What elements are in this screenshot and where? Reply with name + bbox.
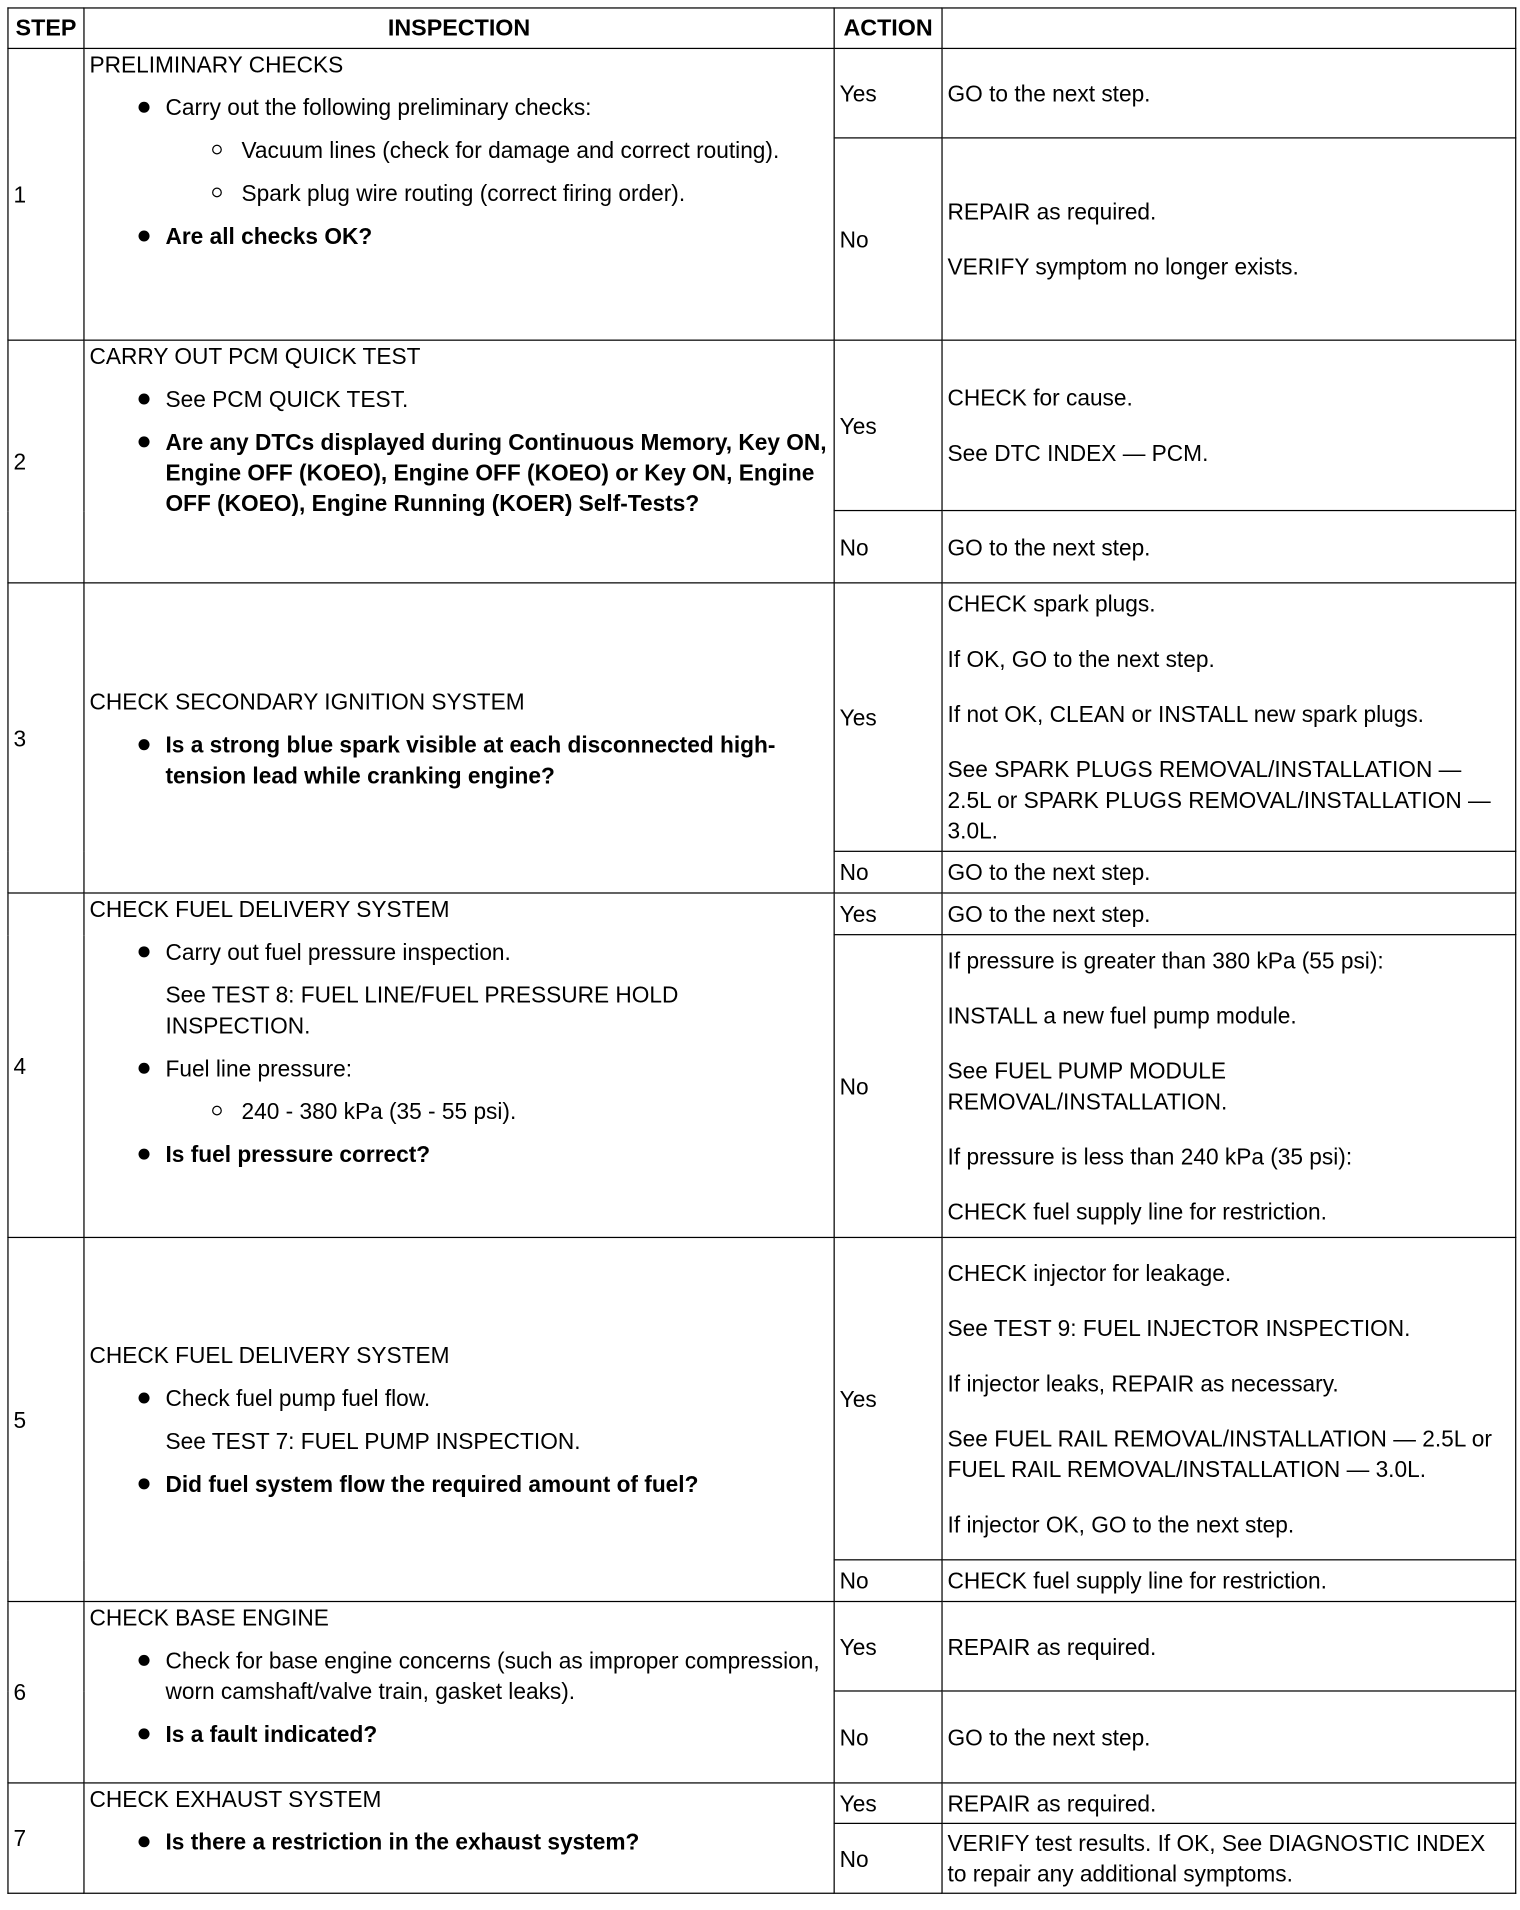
answer-no: No <box>834 511 942 583</box>
step-6-yes-row <box>8 1602 1516 1691</box>
question-item: Are any DTCs displayed during Continuous Memory, Key ON, Engine OFF (KOEO), Engine OFF (KOEO) or Key ON, Engine OFF (KOEO), Engine Running (KOER) Self-Tests? <box>89 427 828 519</box>
answer-yes: Yes <box>834 48 942 137</box>
bullet-list <box>89 384 828 519</box>
header-result <box>942 8 1516 48</box>
diagnostic-table <box>7 7 1516 1894</box>
step-number: 3 <box>8 583 84 893</box>
bullet-list <box>89 729 828 790</box>
action-cell <box>942 851 1516 893</box>
question-item: Is fuel pressure correct? <box>89 1139 828 1170</box>
action-text: CHECK for cause. <box>947 384 1133 411</box>
action-text: CHECK fuel supply line for restriction. <box>947 1198 1327 1225</box>
question-item: Is there a restriction in the exhaust system? <box>89 1826 828 1857</box>
bullet-list <box>89 1645 828 1749</box>
action-text: CHECK spark plugs. <box>947 590 1156 617</box>
action-cell <box>942 1237 1516 1559</box>
step-number: 6 <box>8 1602 84 1783</box>
action-text: CHECK injector for leakage. <box>947 1260 1232 1286</box>
action-text: GO to the next step. <box>947 1724 1151 1750</box>
step-title: CARRY OUT PCM QUICK TEST <box>89 343 421 369</box>
bullet-item <box>89 92 828 208</box>
bullet-item <box>89 937 828 1041</box>
action-cell <box>942 1823 1516 1893</box>
header-step: STEP <box>8 8 84 48</box>
answer-no: No <box>834 1823 942 1893</box>
action-cell <box>942 1783 1516 1823</box>
step-5-yes-row <box>8 1237 1516 1559</box>
bullet-text: Check fuel pump fuel flow. <box>165 1385 431 1411</box>
bullet-item: See PCM QUICK TEST. <box>89 384 828 415</box>
step-3-yes-row <box>8 583 1516 851</box>
answer-yes: Yes <box>834 893 942 935</box>
action-text: If pressure is less than 240 kPa (35 psi): <box>947 1143 1353 1170</box>
step-7-yes-row <box>8 1783 1516 1823</box>
header-action: ACTION <box>834 8 942 48</box>
action-cell <box>942 511 1516 583</box>
action-text: GO to the next step. <box>947 859 1151 886</box>
answer-no: No <box>834 851 942 893</box>
question-item: Are all checks OK? <box>89 221 828 252</box>
action-text: REPAIR as required. <box>947 1633 1157 1660</box>
action-text: See SPARK PLUGS REMOVAL/INSTALLATION — 2.5L or SPARK PLUGS REMOVAL/INSTALLATION — 3.0L. <box>947 756 1491 844</box>
answer-no: No <box>834 1691 942 1783</box>
step-title: CHECK SECONDARY IGNITION SYSTEM <box>89 688 525 715</box>
inspection-cell <box>84 1602 834 1783</box>
action-text: VERIFY symptom no longer exists. <box>947 253 1299 280</box>
action-cell <box>942 935 1516 1238</box>
answer-no: No <box>834 935 942 1238</box>
action-text: GO to the next step. <box>947 80 1151 107</box>
action-text: See FUEL PUMP MODULE REMOVAL/INSTALLATION. <box>947 1057 1228 1115</box>
action-cell <box>942 340 1516 510</box>
question-item: Is a fault indicated? <box>89 1719 828 1750</box>
step-title: CHECK FUEL DELIVERY SYSTEM <box>89 896 450 922</box>
step-title: CHECK FUEL DELIVERY SYSTEM <box>89 1342 450 1368</box>
answer-yes: Yes <box>834 340 942 510</box>
action-cell <box>942 1560 1516 1602</box>
action-text: If OK, GO to the next step. <box>947 645 1215 672</box>
action-text: If injector OK, GO to the next step. <box>947 1511 1295 1538</box>
sub-bullet-list <box>165 135 828 209</box>
inspection-cell <box>84 893 834 1237</box>
answer-yes: Yes <box>834 1237 942 1559</box>
action-text: See FUEL RAIL REMOVAL/INSTALLATION — 2.5L or FUEL RAIL REMOVAL/INSTALLATION — 3.0L. <box>947 1425 1492 1482</box>
step-1-yes-row <box>8 48 1516 137</box>
step-title: PRELIMINARY CHECKS <box>89 51 344 78</box>
step-number: 5 <box>8 1237 84 1601</box>
inspection-cell <box>84 1783 834 1893</box>
bullet-text: Fuel line pressure: <box>165 1055 353 1082</box>
sub-bullet-item: Spark plug wire routing (correct firing order). <box>165 178 828 209</box>
action-text: REPAIR as required. <box>947 1790 1157 1817</box>
step-number: 2 <box>8 340 84 583</box>
inspection-cell <box>84 1237 834 1601</box>
inspection-cell <box>84 48 834 340</box>
action-text: CHECK fuel supply line for restriction. <box>947 1567 1327 1594</box>
step-title: CHECK EXHAUST SYSTEM <box>89 1785 382 1812</box>
sub-bullet-item: Vacuum lines (check for damage and correct routing). <box>165 135 828 166</box>
header-inspection: INSPECTION <box>84 8 834 48</box>
answer-yes: Yes <box>834 1602 942 1691</box>
inspection-cell <box>84 340 834 583</box>
step-number: 4 <box>8 893 84 1237</box>
action-text: See TEST 9: FUEL INJECTOR INSPECTION. <box>947 1315 1411 1342</box>
answer-no: No <box>834 1560 942 1602</box>
bullet-item: Check for base engine concerns (such as improper compression, worn camshaft/valve train, gasket leaks). <box>89 1645 828 1706</box>
table-header-row <box>8 8 1516 48</box>
bullet-list <box>89 92 828 251</box>
action-text: If not OK, CLEAN or INSTALL new spark plugs. <box>947 701 1424 727</box>
action-text: If pressure is greater than 380 kPa (55 psi): <box>947 947 1384 974</box>
step-number: 7 <box>8 1783 84 1893</box>
action-text: GO to the next step. <box>947 533 1151 560</box>
bullet-list <box>89 1826 828 1857</box>
reference-note: See TEST 7: FUEL PUMP INSPECTION. <box>165 1428 581 1454</box>
action-cell <box>942 1691 1516 1783</box>
bullet-text: Carry out fuel pressure inspection. <box>165 938 511 965</box>
step-title: CHECK BASE ENGINE <box>89 1604 329 1631</box>
action-text: INSTALL a new fuel pump module. <box>947 1002 1297 1029</box>
reference-note: See TEST 8: FUEL LINE/FUEL PRESSURE HOLD INSPECTION. <box>165 981 679 1039</box>
bullet-list <box>89 1383 828 1499</box>
inspection-cell <box>84 583 834 893</box>
answer-yes: Yes <box>834 1783 942 1823</box>
action-cell <box>942 48 1516 137</box>
action-text: GO to the next step. <box>947 900 1151 927</box>
sub-bullet-list <box>165 1096 828 1127</box>
bullet-text: Carry out the following preliminary checks: <box>165 94 592 121</box>
sub-bullet-item: 240 - 380 kPa (35 - 55 psi). <box>165 1096 828 1127</box>
action-text: If injector leaks, REPAIR as necessary. <box>947 1370 1339 1397</box>
action-cell <box>942 138 1516 340</box>
action-cell <box>942 583 1516 851</box>
step-number: 1 <box>8 48 84 340</box>
step-2-yes-row <box>8 340 1516 510</box>
answer-no: No <box>834 138 942 340</box>
bullet-item <box>89 1383 828 1457</box>
step-4-yes-row <box>8 893 1516 935</box>
action-cell <box>942 1602 1516 1691</box>
action-text: REPAIR as required. <box>947 198 1157 225</box>
action-cell <box>942 893 1516 935</box>
question-item: Did fuel system flow the required amount of fuel? <box>89 1469 828 1500</box>
question-item: Is a strong blue spark visible at each disconnected high-tension lead while cranking engine? <box>89 729 828 790</box>
answer-yes: Yes <box>834 583 942 851</box>
action-text: See DTC INDEX — PCM. <box>947 440 1209 466</box>
action-text: VERIFY test results. If OK, See DIAGNOSTIC INDEX to repair any additional symptoms. <box>947 1830 1486 1887</box>
bullet-item <box>89 1053 828 1127</box>
bullet-list <box>89 937 828 1170</box>
